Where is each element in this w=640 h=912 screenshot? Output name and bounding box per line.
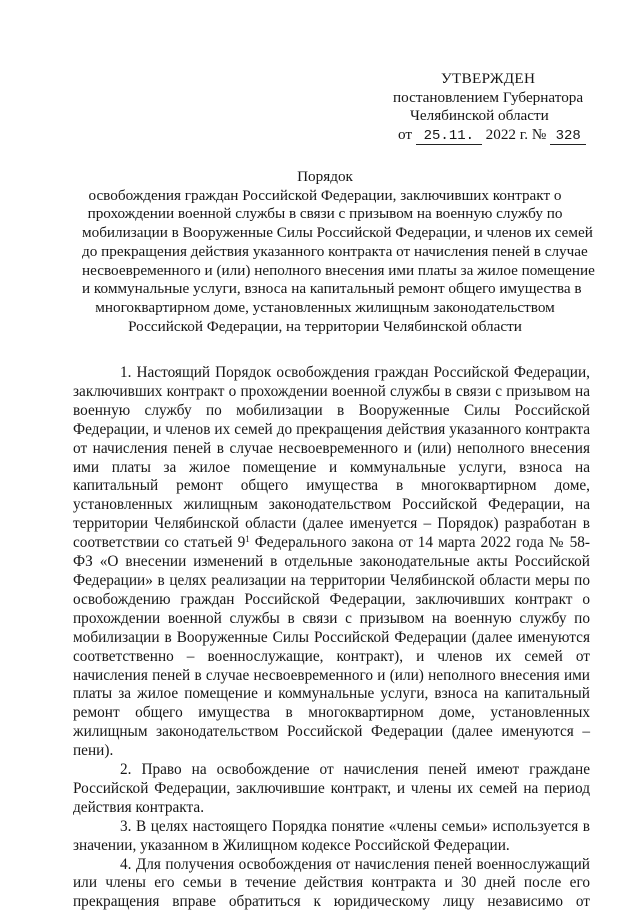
heading-line: многоквартирном доме, установленных жилищным законодательством xyxy=(95,298,555,316)
approval-date-year: 2022 г. № xyxy=(485,125,547,143)
heading-line: до прекращения действия указанного контракта от начисления пеней в случае xyxy=(82,242,588,260)
heading-line: несвоевременного и (или) неполного внесения ими платы за жилое помещение xyxy=(82,261,595,279)
approval-date-day: 25.11. xyxy=(416,128,482,145)
paragraph-1 xyxy=(73,364,590,761)
approval-date-line xyxy=(393,126,608,145)
paragraph-2: 2. Право на освобождение от начисления пеней имеют граждане Российской Федерации, заключившие контракт, и члены их семей на период действия контракта. xyxy=(73,761,590,816)
document-heading xyxy=(82,168,595,336)
article-superscript: 1 xyxy=(245,534,250,545)
heading-line: освобождения граждан Российской Федерации, заключивших контракт о xyxy=(88,186,562,204)
paragraph-1-text-a: 1. Настоящий Порядок освобождения граждан Российской Федерации, заключивших контракт о прохождении военной службы в связи с призывом на военную службу по мобилизации в Вооруженные Силы Российской Федерации, и членов их семей до прекращения действия указанного контракта от начисления пеней в случае несвоевременного и (или) неполного внесения ими платы за жилое помещение и коммунальные услуги, взноса на капитальный ремонт общего имущества в многоквартирном доме, установленных жилищным законодательством Российской Федерации, на территории Челябинской области (далее именуется – Порядок) разработан в соответствии со статьей 9 xyxy=(73,364,590,552)
approval-title: УТВЕРЖДЕН xyxy=(441,70,536,87)
approval-by-line: постановлением Губернатора xyxy=(393,88,584,106)
paragraph-3: 3. В целях настоящего Порядка понятие «члены семьи» используется в значении, указанном в Жилищном кодексе Российской Федерации. xyxy=(73,817,590,854)
approval-doc-number: 328 xyxy=(550,128,586,145)
heading-line: и коммунальные услуги, взноса на капитальный ремонт общего имущества в xyxy=(82,280,582,298)
heading-word: Порядок xyxy=(297,168,353,185)
approval-date-prefix: от xyxy=(398,125,413,143)
heading-line: Российской Федерации, на территории Челябинской области xyxy=(128,317,522,335)
approval-stamp xyxy=(393,70,608,145)
paragraph-4: 4. Для получения освобождения от начисления пеней военнослужащий или члены его семьи в течение действия контракта и 30 дней после его прекращения вправе обратиться к юридическому лицу независимо от xyxy=(73,855,590,911)
heading-line: мобилизации в Вооруженные Силы Российской Федерации, и членов их семей xyxy=(82,224,593,242)
document-body xyxy=(73,364,590,912)
heading-line: прохождении военной службы в связи с призывом на военную службу по xyxy=(87,205,563,223)
paragraph-1-text-b: Федерального закона от 14 марта 2022 года № 58-ФЗ «О внесении изменений в отдельные законодательные акты Российской Федерации» в целях реализации на территории Челябинской области меры по освобождению граждан Российской Федерации, заключивших контракт о прохождении военной службы в связи с призывом на военную службу по мобилизации в Вооруженные Силы Российской Федерации (далее именуются соответственно – военнослужащие, контракт), и членов их семей от начисления пеней в случае несвоевременного и (или) неполного внесения ими платы за жилое помещение и коммунальные услуги, взноса на капитальный ремонт общего имущества в многоквартирном доме, установленных жилищным законодательством Российской Федерации (далее именуются – пени). xyxy=(73,534,590,760)
approval-region-line: Челябинской области xyxy=(410,107,549,125)
